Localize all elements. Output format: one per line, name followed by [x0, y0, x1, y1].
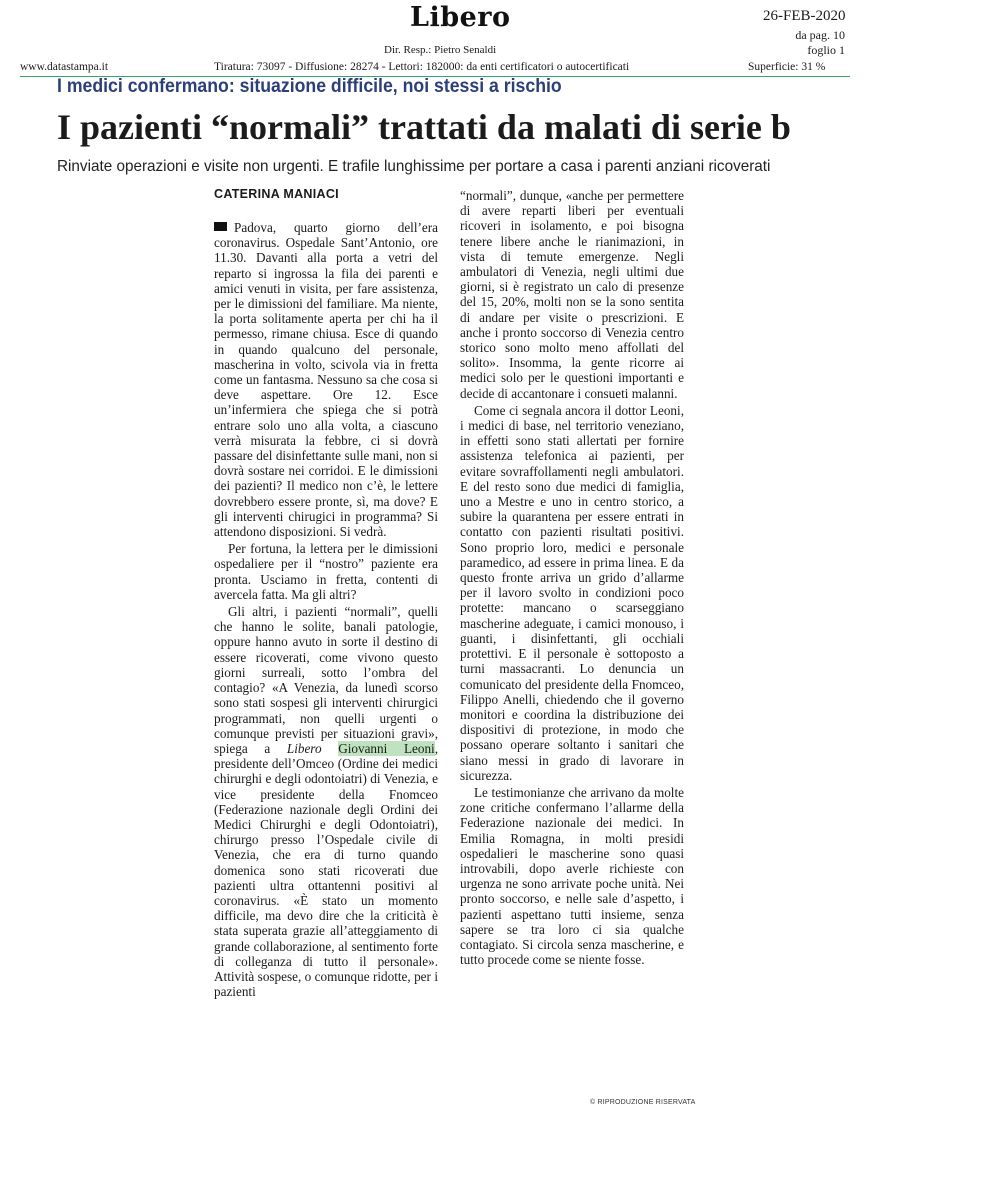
paragraph: Le testimonianze che arrivano da molte zone critiche confermano l’allarme della Federazione nazionale dei medici. In Emilia Romagna, in molti presidi ospedalieri le mascherine sono quasi introvabili, dopo averle richieste con urgenza ne sono arrivate poche unità. Nei pronto soccorso, e nelle sale d’aspetto, i pazienti aspettano tutti insieme, senza sapere se tra loro ci sia qualche contagiato. Si circola senza mascherine, e tutto procede come se niente fosse. [460, 784, 684, 968]
director-line: Dir. Resp.: Pietro Senaldi [384, 44, 497, 56]
paragraph: “normali”, dunque, «anche per permettere di avere reparti liberi per eventuali ricoveri in isolamento, e poi bisogna tenere libere anche le rianimazioni, in vista di temute emergenze. Negli ambulatori di Venezia, negli ultimi due giorni, si è registrato un calo di presenze del 15, 20%, molti non se la sono sentita di andare per visite o prescrizioni. E anche i pronto soccorso di Venezia centro storico sono molto meno affollati del solito». Insomma, la gente ricorre ai medici solo per le questioni importanti e decide di accantonare i consueti malanni. [460, 188, 684, 401]
paragraph: Padova, quarto giorno dell’era coronavirus. Ospedale Sant’Antonio, ore 11.30. Davanti alla porta a vetri del reparto si ingrossa la fila dei parenti e amici venuti in visita, per fare assistenza, per le dimissioni del familiare. Ma niente, la porta solitamente aperta per chi ha il permesso, rimane chiusa. Esce di quando in quando qualcuno del personale, mascherina in volto, scivola via in fretta come un fantasma. Nessuno sa che cosa si deve aspettare. Ore 12. Esce un’infermiera che spiega che si potrà entrare solo uno alla volta, a ciascuno verrà misurata la febbre, ci si dovrà passare del disinfettante sulle mani, non si dovrà sostare nei corridoi. E le dimissioni dei pazienti? Il medico non c’è, le lettere dovrebbero essere pronte, sì, ma dove? E gli interventi chirugici in programma? Si attendono disposizioni. Si vedrà. [214, 220, 438, 540]
copyright-notice: © RIPRODUZIONE RISERVATA [590, 1099, 696, 1106]
page-reference [795, 28, 845, 58]
circulation-info: Tiratura: 73097 - Diffusione: 28274 - Lettori: 182000: da enti certificatori o autocertificati [214, 61, 630, 73]
newspaper-name: Libero [286, 740, 322, 756]
publication-date: 26-FEB-2020 [763, 8, 846, 24]
article-column-1 [214, 220, 438, 1001]
paragraph: Per fortuna, la lettera per le dimissioni ospedaliere per il “nostro” paziente era pronta. Usciamo in fretta, contenti di avercela fatta. Ma gli altri? [214, 541, 438, 602]
article-kicker: I medici confermano: situazione difficile, noi stessi a rischio [57, 76, 562, 97]
highlighted-name: Giovanni Leoni [338, 740, 435, 756]
source-site: www.datastampa.it [20, 61, 109, 73]
page-from: da pag. 10 [795, 28, 845, 42]
newspaper-logo: Libero [410, 2, 511, 33]
article-headline: I pazienti “normali” trattati da malati di serie b [57, 107, 791, 147]
paragraph: Come ci segnala ancora il dottor Leoni, i medici di base, nel territorio veneziano, in effetti sono stati allertati per fornire assistenza telefonica ai pazienti, per evitare sovraffollamenti negli ambulatori. E del resto sono due medici di famiglia, uno a Mestre e uno in centro storico, a subire la quarantena per essere entrati in contatto con pazienti risultati positivi. Sono proprio loro, medici e personale paramedico, ad essere in prima linea. E da questo fronte arriva un grido d’allarme per il lavoro svolto in condizioni poco protette: mancano o scarseggiano mascherine adeguate, i camici monouso, i guanti, i disinfettanti, gli occhiali protettivi. E il personale è sottoposto a turni massacranti. Lo denuncia un comunicato del presidente della Fnomceo, Filippo Anelli, chiedendo che il governo monitori e coordina la distribuzione dei dispositivi di protezione, in modo che possano operare soltanto i sanitari che siano messi in grado di lavorare in sicurezza. [460, 402, 684, 783]
article-column-2 [460, 188, 684, 969]
paragraph: Gli altri, i pazienti “normali”, quelli che hanno le solite, banali patologie, oppure hanno avuto in sorte il destino di essere ricoverati, come vivono questo giorni surreali, sotto l’ombra del contagio? «A Venezia, da lunedì scorso sono stati sospesi gli interventi chirurgici programmati, non quelli urgenti o comunque previsti per situazioni gravi», spiega a Libero Giovanni Leoni, presidente dell’Omceo (Ordine dei medici chirurghi e degli odontoiatri) di Venezia, e vice presidente della Fnomceo (Federazione nazionale degli Ordini dei Medici Chirurghi e degli Odontoiatri), chirurgo presso l’Ospedale civile di Venezia, che era di turno quando domenica sono stati ricoverati due pazienti ultra ottantenni positivi al coronavirus. «È stato un momento difficile, ma devo dire che la criticità è stata superata grazie all’atteggiamento di grande collaborazione, al sentimento forte di colleganza di tutto il personale». Attività sospese, o comunque ridotte, per i pazienti [214, 604, 438, 1000]
surface-info: Superficie: 31 % [748, 61, 826, 73]
sheet-number: foglio 1 [807, 43, 845, 57]
clipping-header [0, 0, 1005, 80]
article-byline: CATERINA MANIACI [214, 187, 339, 201]
article-subhead: Rinviate operazioni e visite non urgenti. E trafile lunghissime per portare a casa i parenti anziani ricoverati [57, 158, 771, 175]
section-marker-icon [214, 222, 227, 231]
